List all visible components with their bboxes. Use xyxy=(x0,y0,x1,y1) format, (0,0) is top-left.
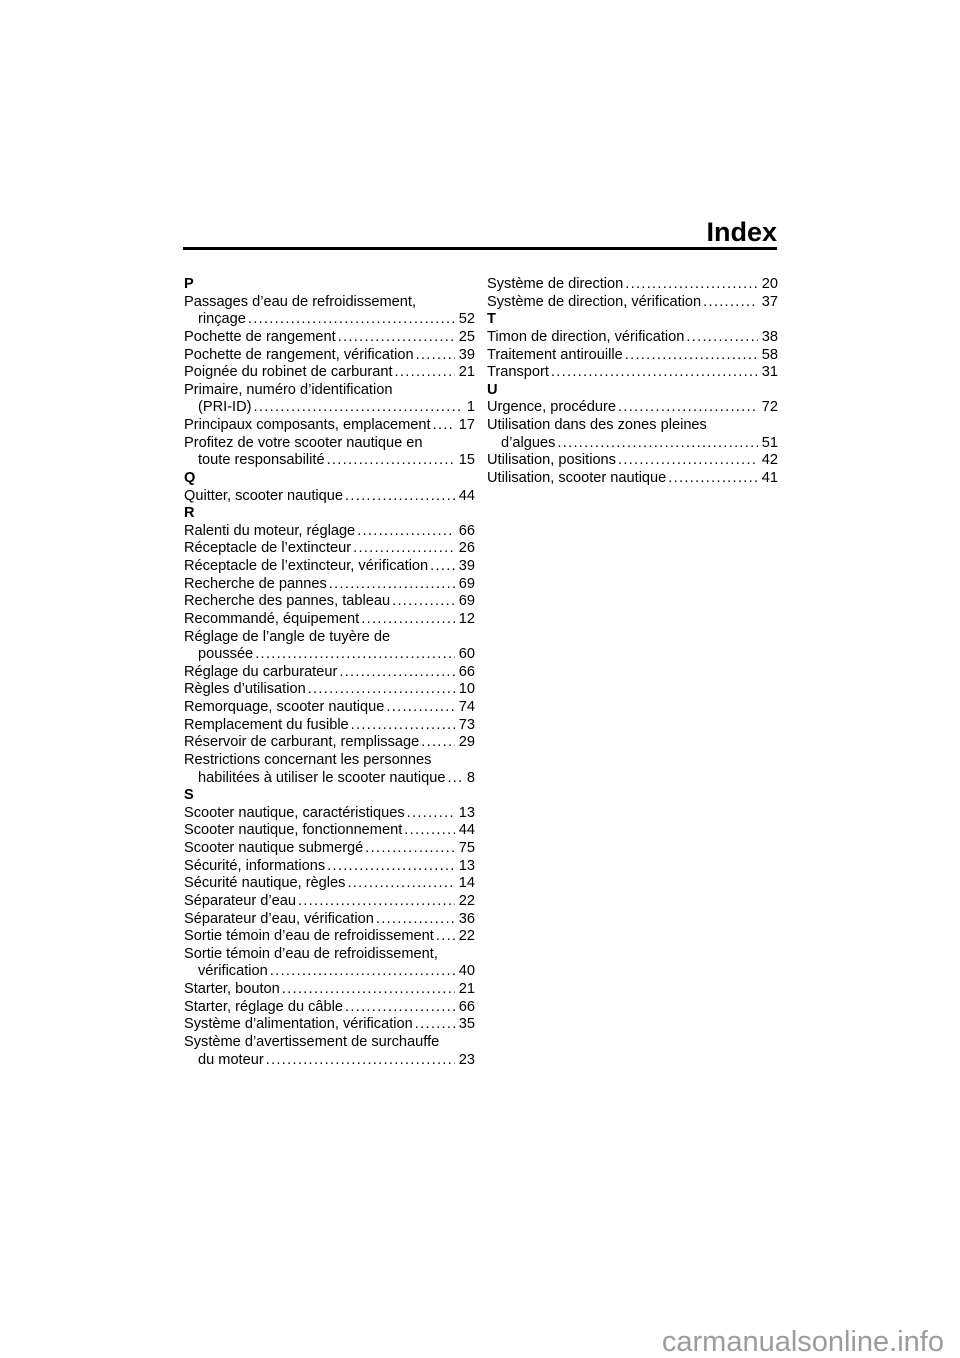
index-entry xyxy=(184,717,475,735)
dot-leader xyxy=(618,399,758,417)
entry-page-number: 10 xyxy=(458,681,475,698)
index-entry xyxy=(184,734,475,752)
index-entry xyxy=(184,822,475,840)
dot-leader xyxy=(365,840,454,858)
index-entry-line2 xyxy=(184,770,475,788)
entry-page-number: 40 xyxy=(458,963,475,980)
entry-text: Pochette de rangement, vérification xyxy=(184,346,414,363)
entry-page-number: 8 xyxy=(466,769,475,786)
index-entry xyxy=(184,893,475,911)
entry-page-number: 12 xyxy=(458,610,475,627)
entry-page-number: 23 xyxy=(458,1051,475,1068)
index-column-right xyxy=(487,276,778,1069)
index-entry-line1 xyxy=(184,752,475,770)
entry-text: Passages d’eau de refroidissement, xyxy=(184,293,417,310)
dot-leader xyxy=(416,347,455,365)
dot-leader xyxy=(447,770,462,788)
index-entry xyxy=(487,329,778,347)
index-entry xyxy=(184,911,475,929)
entry-text: Principaux composants, emplacement xyxy=(184,417,431,433)
entry-text: Réglage du carburateur xyxy=(184,663,338,680)
entry-text: Utilisation, scooter nautique xyxy=(487,469,667,486)
entry-page-number: 72 xyxy=(761,399,778,416)
entry-text: Pochette de rangement xyxy=(184,328,336,345)
index-column-left xyxy=(184,276,475,1069)
dot-leader xyxy=(270,963,455,981)
entry-text: Traitement antirouille xyxy=(487,346,623,363)
entry-text: Quitter, scooter nautique xyxy=(184,487,344,504)
dot-leader xyxy=(392,593,455,611)
index-letter-heading: U xyxy=(487,381,498,398)
entry-page-number: 1 xyxy=(466,399,475,416)
entry-page-number: 66 xyxy=(458,663,475,680)
entry-text-continuation: rinçage xyxy=(198,311,246,328)
entry-page-number: 26 xyxy=(458,540,475,557)
dot-leader xyxy=(625,347,758,365)
dot-leader xyxy=(361,611,455,629)
entry-page-number: 22 xyxy=(458,892,475,909)
index-entry xyxy=(184,858,475,876)
entry-text: Sortie témoin d’eau de refroidissement xyxy=(184,928,434,945)
index-entry-line2 xyxy=(184,963,475,981)
entry-text: Remplacement du fusible xyxy=(184,716,349,733)
index-entry-line1 xyxy=(184,1034,475,1052)
dot-leader xyxy=(668,470,757,488)
dot-leader xyxy=(686,329,757,347)
dot-leader xyxy=(625,276,757,294)
entry-page-number: 22 xyxy=(458,928,475,945)
index-entry xyxy=(184,364,475,382)
dot-leader xyxy=(339,664,454,682)
index-entry xyxy=(184,593,475,611)
dot-leader xyxy=(298,893,455,911)
index-letter-heading: Q xyxy=(184,469,196,486)
entry-text: Réservoir de carburant, remplissage xyxy=(184,734,420,751)
index-entry-line1 xyxy=(184,294,475,312)
entry-page-number: 51 xyxy=(761,434,778,451)
entry-page-number: 66 xyxy=(458,522,475,539)
entry-text: Utilisation dans des zones pleines xyxy=(487,417,707,433)
entry-text: Scooter nautique, caractéristiques xyxy=(184,804,405,821)
entry-text-continuation: du moteur xyxy=(198,1051,264,1068)
entry-page-number: 69 xyxy=(458,575,475,592)
index-entry xyxy=(184,417,475,435)
dot-leader xyxy=(345,488,455,506)
entry-text: Scooter nautique, fonctionnement xyxy=(184,822,403,839)
dot-leader xyxy=(433,417,455,435)
entry-text: Sécurité nautique, règles xyxy=(184,875,346,892)
index-entry xyxy=(487,347,778,365)
index-entry xyxy=(487,452,778,470)
index-entry-line2 xyxy=(184,399,475,417)
dot-leader xyxy=(329,576,455,594)
index-entry xyxy=(184,558,475,576)
index-letter-heading: T xyxy=(487,311,496,328)
entry-text: Réceptacle de l’extincteur, vérification xyxy=(184,558,429,574)
index-columns xyxy=(184,276,778,1069)
index-entry xyxy=(184,999,475,1017)
entry-text: Système de direction, vérification xyxy=(487,293,702,310)
entry-page-number: 73 xyxy=(458,716,475,733)
index-entry xyxy=(184,523,475,541)
entry-text: Sortie témoin d’eau de refroidissement, xyxy=(184,945,438,962)
index-letter-heading: P xyxy=(184,276,194,292)
entry-text: Règles d’utilisation xyxy=(184,681,306,698)
dot-leader xyxy=(351,717,455,735)
index-entry xyxy=(184,347,475,365)
entry-text: Séparateur d’eau, vérification xyxy=(184,910,374,927)
entry-page-number: 25 xyxy=(458,328,475,345)
index-entry xyxy=(184,611,475,629)
entry-text: Sécurité, informations xyxy=(184,857,326,874)
entry-page-number: 21 xyxy=(458,981,475,997)
dot-leader xyxy=(345,999,455,1017)
index-entry xyxy=(184,699,475,717)
index-entry-line1 xyxy=(184,435,475,453)
entry-text: Transport xyxy=(487,364,549,381)
index-entry xyxy=(184,664,475,682)
index-entry-line1 xyxy=(487,417,778,435)
index-entry xyxy=(184,928,475,946)
entry-page-number: 14 xyxy=(458,875,475,892)
index-entry xyxy=(184,981,475,999)
dot-leader xyxy=(327,858,455,876)
entry-text-continuation: (PRI-ID) xyxy=(198,399,252,416)
entry-page-number: 41 xyxy=(761,469,778,486)
entry-page-number: 37 xyxy=(761,293,778,310)
dot-leader xyxy=(386,699,454,717)
index-entry-line1 xyxy=(184,946,475,964)
page-title: Index xyxy=(706,217,777,247)
entry-text: Recommandé, équipement xyxy=(184,610,360,627)
entry-text-continuation: vérification xyxy=(198,963,268,980)
index-entry-line2 xyxy=(184,1052,475,1070)
entry-text: Système de direction xyxy=(487,276,624,292)
entry-page-number: 13 xyxy=(458,857,475,874)
dot-leader xyxy=(404,822,455,840)
index-entry xyxy=(184,875,475,893)
index-letter-heading: R xyxy=(184,505,195,522)
dot-leader xyxy=(415,1016,455,1034)
entry-page-number: 74 xyxy=(458,699,475,715)
entry-page-number: 21 xyxy=(458,364,475,381)
index-entry xyxy=(487,364,778,382)
entry-page-number: 52 xyxy=(458,311,475,328)
index-entry-line1 xyxy=(184,629,475,647)
entry-page-number: 17 xyxy=(458,417,475,433)
dot-leader xyxy=(421,734,455,752)
index-entry xyxy=(184,329,475,347)
entry-page-number: 31 xyxy=(761,364,778,381)
entry-page-number: 39 xyxy=(458,346,475,363)
entry-text-continuation: habilitées à utiliser le scooter nautique xyxy=(198,769,446,786)
entry-text: Système d’alimentation, vérification xyxy=(184,1016,413,1033)
entry-page-number: 35 xyxy=(458,1016,475,1033)
index-entry-line2 xyxy=(184,452,475,470)
index-entry xyxy=(184,488,475,506)
entry-text: Poignée du robinet de carburant xyxy=(184,364,393,381)
index-entry xyxy=(487,294,778,312)
index-entry xyxy=(184,576,475,594)
entry-text: Utilisation, positions xyxy=(487,452,616,469)
entry-text: Starter, réglage du câble xyxy=(184,998,344,1015)
dot-leader xyxy=(376,911,455,929)
entry-text: Recherche des pannes, tableau xyxy=(184,593,391,610)
entry-page-number: 20 xyxy=(761,276,778,292)
entry-page-number: 13 xyxy=(458,804,475,821)
dot-leader xyxy=(357,523,455,541)
entry-text: Recherche de pannes xyxy=(184,575,327,592)
entry-text: Starter, bouton xyxy=(184,981,280,997)
entry-page-number: 38 xyxy=(761,328,778,345)
index-entry xyxy=(487,276,778,294)
entry-page-number: 29 xyxy=(458,734,475,751)
entry-page-number: 44 xyxy=(458,487,475,504)
dot-leader xyxy=(308,681,455,699)
watermark-text: carmanualsonline.info xyxy=(661,1326,944,1358)
entry-text: Timon de direction, vérification xyxy=(487,328,685,345)
dot-leader xyxy=(551,364,758,382)
dot-leader xyxy=(347,875,454,893)
dot-leader xyxy=(338,329,455,347)
index-entry-line2 xyxy=(184,646,475,664)
entry-text: Scooter nautique submergé xyxy=(184,840,364,856)
entry-text: Séparateur d’eau xyxy=(184,892,296,909)
index-entry xyxy=(184,805,475,823)
dot-leader xyxy=(703,294,758,312)
entry-text: Urgence, procédure xyxy=(487,399,616,416)
entry-text: Remorquage, scooter nautique xyxy=(184,699,385,715)
title-rule xyxy=(183,247,777,250)
entry-text: Réglage de l’angle de tuyère de xyxy=(184,628,391,645)
entry-text: Ralenti du moteur, réglage xyxy=(184,522,356,539)
dot-leader xyxy=(282,981,455,999)
entry-text: Primaire, numéro d’identification xyxy=(184,381,393,398)
index-entry-line2 xyxy=(184,311,475,329)
index-letter-heading: S xyxy=(184,787,194,804)
entry-page-number: 15 xyxy=(458,452,475,469)
entry-text: Réceptacle de l’extincteur xyxy=(184,540,352,557)
entry-page-number: 75 xyxy=(458,840,475,856)
entry-page-number: 36 xyxy=(458,910,475,927)
index-entry-line2 xyxy=(487,435,778,453)
dot-leader xyxy=(327,452,455,470)
entry-page-number: 39 xyxy=(458,558,475,574)
dot-leader xyxy=(255,646,455,664)
entry-text: Restrictions concernant les personnes xyxy=(184,751,432,768)
entry-text: Système d’avertissement de surchauffe xyxy=(184,1033,440,1050)
entry-page-number: 44 xyxy=(458,822,475,839)
entry-page-number: 66 xyxy=(458,998,475,1015)
dot-leader xyxy=(248,311,455,329)
entry-page-number: 60 xyxy=(458,646,475,663)
dot-leader xyxy=(436,928,455,946)
entry-page-number: 42 xyxy=(761,452,778,469)
entry-text-continuation: toute responsabilité xyxy=(198,452,325,469)
dot-leader xyxy=(557,435,757,453)
index-entry-line1 xyxy=(184,382,475,400)
dot-leader xyxy=(266,1052,455,1070)
index-entry xyxy=(184,1016,475,1034)
entry-page-number: 69 xyxy=(458,593,475,610)
dot-leader xyxy=(430,558,455,576)
index-entry xyxy=(487,470,778,488)
index-entry xyxy=(184,681,475,699)
entry-page-number: 58 xyxy=(761,346,778,363)
index-entry xyxy=(487,399,778,417)
entry-text-continuation: poussée xyxy=(198,646,254,663)
dot-leader xyxy=(353,540,455,558)
dot-leader xyxy=(254,399,463,417)
index-entry xyxy=(184,840,475,858)
dot-leader xyxy=(395,364,455,382)
index-entry xyxy=(184,540,475,558)
entry-text: Profitez de votre scooter nautique en xyxy=(184,434,423,451)
dot-leader xyxy=(407,805,455,823)
entry-text-continuation: d’algues xyxy=(501,434,556,451)
dot-leader xyxy=(618,452,758,470)
